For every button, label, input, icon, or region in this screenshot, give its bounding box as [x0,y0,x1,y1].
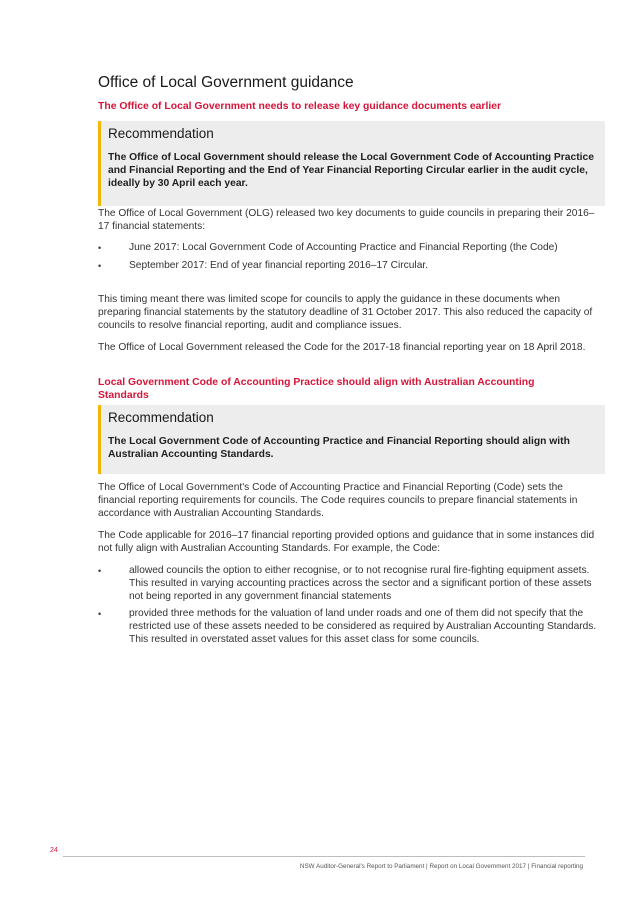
bullet-icon: • [98,609,102,620]
bullet-list-2 [98,565,598,652]
list-item: • September 2017: End of year financial reporting 2016–17 Circular. [98,259,429,271]
subheading-code-alignment: Local Government Code of Accounting Practice should align with Australian Accounting Standards [98,377,535,401]
bullet-list-1 [98,242,598,278]
paragraph: This timing meant there was limited scope for councils to apply the guidance in these documents when preparing financial statements by the statutory deadline of 31 October 2017. This also reduced the capacity of councils to resolve financial reporting, audit and compliance issues. [98,294,593,331]
list-item: • June 2017: Local Government Code of Accounting Practice and Financial Reporting (the Code) [98,242,558,253]
paragraph: The Office of Local Government released the Code for the 2017-18 financial reporting year on 18 April 2018. [98,342,586,353]
recommendation-title: Recommendation [108,410,214,425]
paragraph: The Office of Local Government (OLG) released two key documents to guide councils in preparing their 2016–17 financial statements: [98,208,595,232]
paragraph: The Code applicable for 2016–17 financial reporting provided options and guidance that in some instances did not fully align with Australian Accounting Standards. For example, the Code: [98,530,595,554]
footer-divider [63,856,585,857]
list-item: • provided three methods for the valuation of land under roads and one of them did not specify that the restricted use of these assets needed to be considered as required by Australian Accounting Standards. This resulted in overstated asset values for this asset class for some councils. [98,608,597,645]
recommendation-box-1 [98,121,605,206]
subheading-guidance-timing: The Office of Local Government needs to release key guidance documents earlier [98,101,502,112]
bullet-icon: • [98,566,102,576]
list-item: • allowed councils the option to either recognise, or to not recognise rural fire-fighting equipment assets. This resulted in varying accounting practices across the sector and a significant portion of these assets not being reported in any government financial statements [98,565,592,602]
paragraph: The Office of Local Government's Code of Accounting Practice and Financial Reporting (Code) sets the financial reporting requirements for councils. The Code requires councils to prepare financial statements in accordance with Australian Accounting Standards. [98,482,578,519]
page-number: 24 [50,847,58,854]
bullet-icon: • [98,243,102,253]
recommendation-box-2 [98,405,605,474]
footer-text: NSW Auditor-General's Report to Parliament | Report on Local Government 2017 | Financial reporting [299,863,583,870]
recommendation-title: Recommendation [108,126,214,141]
bullet-icon: • [98,260,102,271]
section-title: Office of Local Government guidance [98,74,354,91]
recommendation-text: The Office of Local Government should release the Local Government Code of Accounting Practice and Financial Reporting and the End of Year Financial Reporting Circular earlier in the audit cycle, ideally by 30 April each year. [108,152,594,189]
recommendation-text: The Local Government Code of Accounting Practice and Financial Reporting should align with Australian Accounting Standards. [108,436,570,460]
